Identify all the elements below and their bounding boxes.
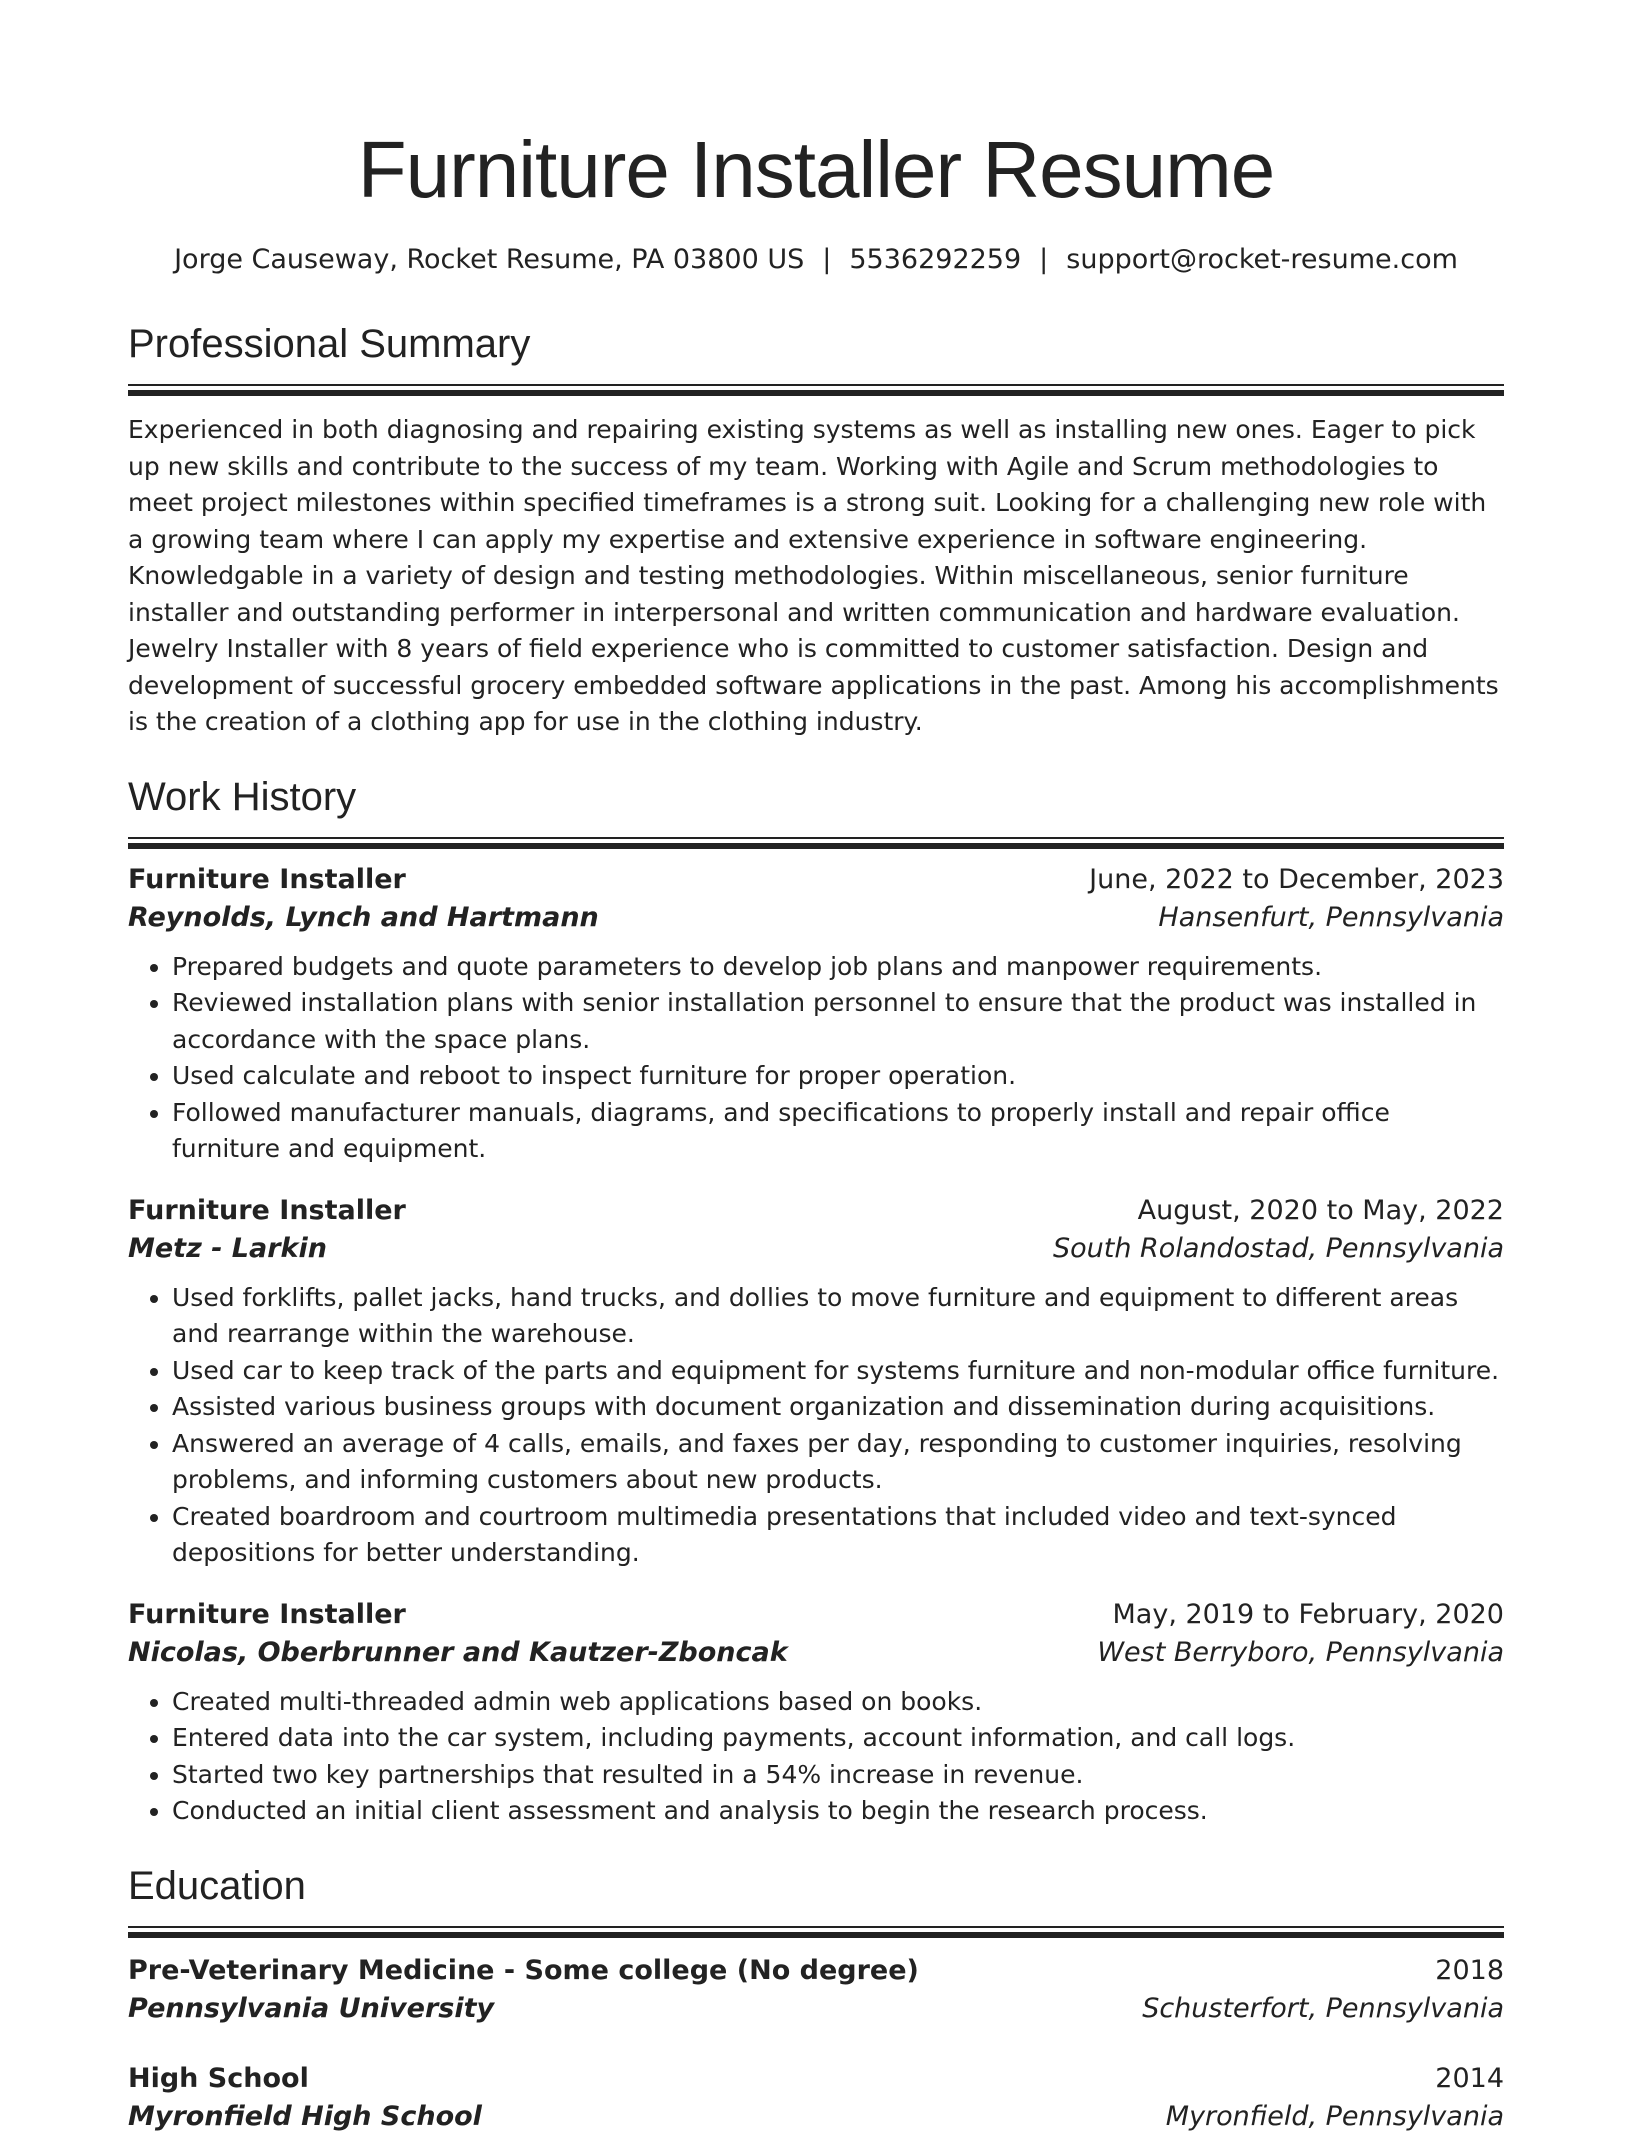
- summary-text: Experienced in both diagnosing and repairing existing systems as well as installing new ones. Eager to pick up new skills and contribute to the success of my team. Working with Agile and Scrum methodologies to meet project milestones within specified timeframes is a strong suit. Looking for a challenging new role with a growing team where I can apply my expertise and extensive experience in software engineering. Knowledgable in a variety of design and testing methodologies. Within miscellaneous, senior furniture installer and outstanding performer in interpersonal and written communication and hardware evaluation. Jewelry Installer with 8 years of field experience who is committed to customer satisfaction. Design and development of successful grocery embedded software applications in the past. Among his accomplishments is the creation of a clothing app for use in the clothing industry.: [128, 415, 1499, 736]
- section-divider: [128, 1932, 1504, 1938]
- education-entry: [128, 1952, 1504, 2028]
- work-history-section: [128, 771, 1504, 1830]
- list-item: • Created multi-threaded admin web applications based on books.: [172, 1684, 1504, 1721]
- list-item: • Used car to keep track of the parts and equipment for systems furniture and non-modular office furniture.: [172, 1353, 1504, 1390]
- education-school: Pennsylvania University: [128, 1992, 495, 2024]
- section-heading: Work History: [128, 774, 357, 819]
- job-bullets: [128, 1684, 1504, 1830]
- contact-address: Jorge Causeway, Rocket Resume, PA 03800 US: [174, 244, 805, 275]
- job-location: South Rolandostad, Pennsylvania: [1053, 1232, 1504, 1264]
- job-bullets: [128, 1280, 1504, 1572]
- list-item: • Answered an average of 4 calls, emails, and faxes per day, responding to customer inquiries, resolving problems, and informing customers about new products.: [172, 1426, 1504, 1499]
- contact-separator: |: [822, 244, 832, 275]
- job-title: Furniture Installer: [128, 1194, 406, 1226]
- list-item: • Followed manufacturer manuals, diagrams, and specifications to properly install and repair office furniture and equipment.: [172, 1095, 1504, 1168]
- contact-separator: |: [1039, 244, 1049, 275]
- list-item: • Used forklifts, pallet jacks, hand trucks, and dollies to move furniture and equipment to different areas and rearrange within the warehouse.: [172, 1280, 1504, 1353]
- education-year: 2018: [1435, 1954, 1504, 1986]
- list-item: • Prepared budgets and quote parameters to develop job plans and manpower requirements.: [172, 949, 1504, 986]
- job-company: Metz - Larkin: [128, 1232, 327, 1264]
- contact-email[interactable]: support@rocket-resume.com: [1066, 244, 1458, 275]
- job-entry: [128, 1192, 1504, 1572]
- education-school: Myronfield High School: [128, 2100, 482, 2132]
- list-item: • Created boardroom and courtroom multimedia presentations that included video and text-synced depositions for better understanding.: [172, 1499, 1504, 1572]
- list-item: • Conducted an initial client assessment and analysis to begin the research process.: [172, 1793, 1504, 1830]
- job-company: Nicolas, Oberbrunner and Kautzer-Zboncak: [128, 1636, 788, 1668]
- section-divider: [128, 837, 1504, 839]
- section-divider: [128, 390, 1504, 396]
- education-entry: [128, 2060, 1504, 2136]
- job-dates: June, 2022 to December, 2023: [1089, 863, 1504, 895]
- education-degree: Pre-Veterinary Medicine - Some college (No degree): [128, 1954, 919, 1986]
- summary-section: [128, 318, 1504, 741]
- contact-line: [128, 242, 1504, 278]
- section-divider: [128, 1926, 1504, 1928]
- list-item: • Assisted various business groups with document organization and dissemination during acquisitions.: [172, 1389, 1504, 1426]
- list-item: • Started two key partnerships that resulted in a 54% increase in revenue.: [172, 1757, 1504, 1794]
- list-item: • Entered data into the car system, including payments, account information, and call logs.: [172, 1720, 1504, 1757]
- section-heading: Education: [128, 1863, 306, 1908]
- job-dates: August, 2020 to May, 2022: [1137, 1194, 1504, 1226]
- job-bullets: [128, 949, 1504, 1168]
- education-section: [128, 1860, 1504, 2136]
- section-divider: [128, 843, 1504, 849]
- job-dates: May, 2019 to February, 2020: [1112, 1598, 1504, 1630]
- list-item: • Used calculate and reboot to inspect furniture for proper operation.: [172, 1058, 1504, 1095]
- education-degree: High School: [128, 2062, 309, 2094]
- list-item: • Reviewed installation plans with senior installation personnel to ensure that the product was installed in accordance with the space plans.: [172, 985, 1504, 1058]
- contact-phone: 5536292259: [849, 244, 1022, 275]
- job-location: West Berryboro, Pennsylvania: [1097, 1636, 1504, 1668]
- education-location: Myronfield, Pennsylvania: [1165, 2100, 1504, 2132]
- job-title: Furniture Installer: [128, 1598, 406, 1630]
- job-entry: [128, 1596, 1504, 1830]
- education-location: Schusterfort, Pennsylvania: [1142, 1992, 1504, 2024]
- section-divider: [128, 384, 1504, 386]
- resume-title: Furniture Installer Resume: [357, 125, 1275, 214]
- job-company: Reynolds, Lynch and Hartmann: [128, 901, 599, 933]
- job-title: Furniture Installer: [128, 863, 406, 895]
- education-year: 2014: [1435, 2062, 1504, 2094]
- job-entry: [128, 861, 1504, 1168]
- section-heading: Professional Summary: [128, 322, 531, 366]
- job-location: Hansenfurt, Pennsylvania: [1158, 901, 1504, 933]
